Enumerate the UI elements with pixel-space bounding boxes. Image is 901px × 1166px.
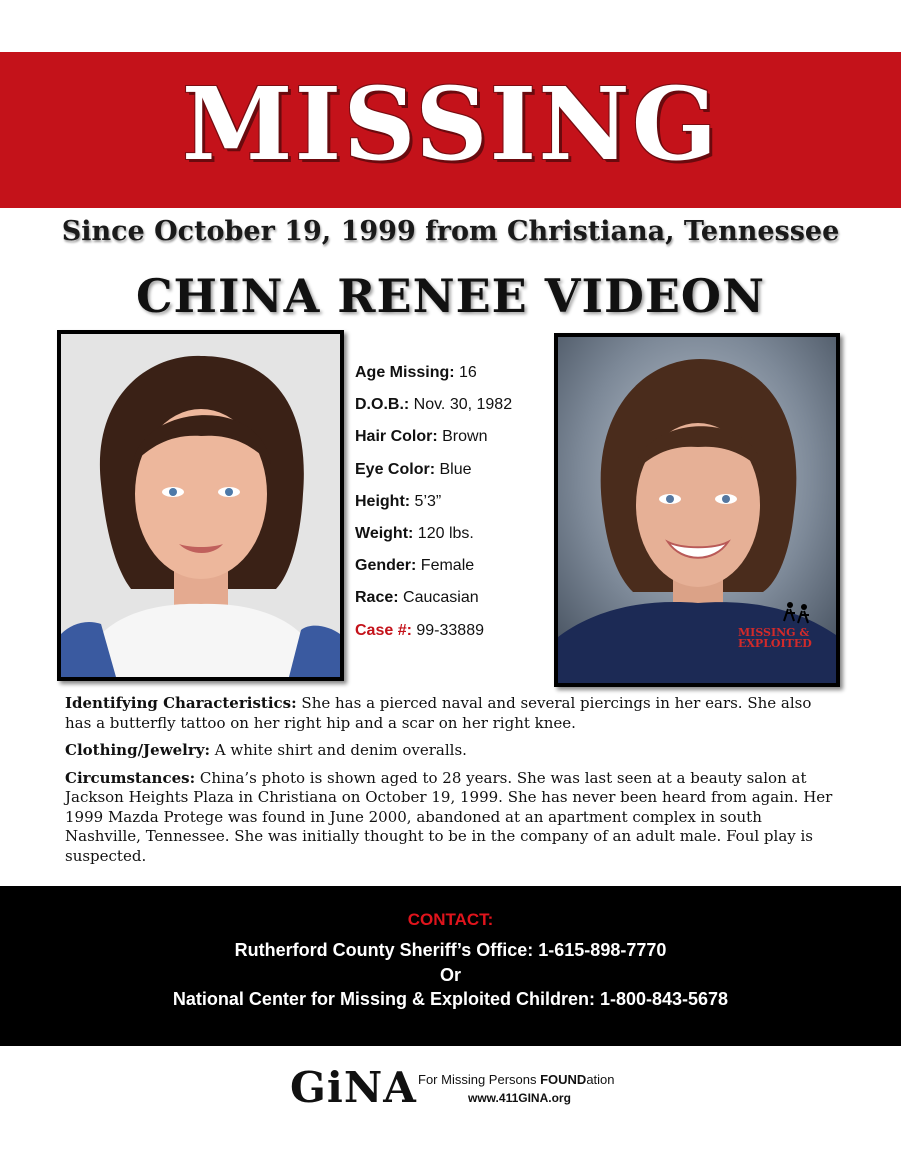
fact-weight — [355, 522, 545, 554]
circumstances-label: Circumstances: — [65, 768, 196, 787]
fact-value: 5’3” — [410, 492, 442, 510]
ncmec-watermark-line2: EXPLOITED — [738, 637, 812, 650]
portrait-illustration-aged — [558, 337, 836, 683]
facts-list — [355, 361, 545, 651]
fact-hair-color — [355, 425, 545, 457]
logo-wordmark: GiNA — [290, 1063, 417, 1112]
fact-value: Caucasian — [398, 589, 479, 607]
portrait-illustration-young — [61, 334, 340, 677]
clothing-jewelry — [65, 741, 840, 761]
fact-label: Weight: — [355, 524, 414, 542]
fact-height — [355, 490, 545, 522]
circumstances — [65, 769, 840, 867]
clothing-label: Clothing/Jewelry: — [65, 741, 210, 759]
logo-url[interactable]: www.411GINA.org — [468, 1091, 571, 1105]
logo-tag-bold: FOUND — [540, 1072, 587, 1087]
contact-sheriff: Rutherford County Sheriff’s Office: 1-615-898-7770 — [234, 940, 667, 960]
photo-at-16 — [57, 330, 344, 681]
fact-label: Height: — [355, 492, 411, 510]
fact-value: Blue — [435, 460, 472, 478]
ncmec-watermark-line1: MISSING & — [738, 626, 810, 639]
circumstances-text: China’s photo is shown aged to 28 years. She was last seen at a beauty salon at Jackson Heights Plaza in Christiana on October 19, 1999. She has never been heard from again. Her 1999 Mazda Protege was found in June 2000, abandoned at an apartment complex in south Nashville, Tennessee. She was initially thought to be in the company of an adult male. Foul play is suspected. — [65, 768, 833, 865]
missing-person-name: CHINA RENEE VIDEON — [135, 269, 766, 323]
missing-since-line: Since October 19, 1999 from Christiana, Tennessee — [61, 216, 840, 247]
fact-label: Race: — [355, 589, 399, 607]
contact-heading: CONTACT: — [407, 910, 494, 929]
contact-or: Or — [439, 965, 461, 985]
identifying-characteristics — [65, 694, 840, 733]
contact-ncmec: National Center for Missing & Exploited Children: 1-800-843-5678 — [172, 989, 729, 1009]
fact-value: Nov. 30, 1982 — [409, 396, 513, 414]
fact-value: 99-33889 — [411, 621, 484, 639]
fact-race — [355, 586, 545, 618]
identifying-label: Identifying Characteristics: — [65, 694, 297, 712]
logo-tagline — [418, 1072, 615, 1087]
fact-value: Brown — [437, 428, 488, 446]
clothing-text: A white shirt and denim overalls. — [210, 741, 467, 759]
fact-eye-color — [355, 458, 545, 490]
contact-panel — [0, 886, 901, 1046]
fact-label: Age Missing: — [355, 364, 455, 381]
fact-label: Case #: — [355, 621, 412, 639]
age-progressed-photo — [554, 333, 840, 687]
fact-dob — [355, 393, 545, 425]
description-block — [65, 694, 840, 874]
logo-tag-post: ation — [586, 1072, 615, 1087]
fact-value: Female — [416, 557, 475, 575]
fact-label: D.O.B.: — [355, 396, 410, 414]
fact-label: Eye Color: — [355, 460, 436, 478]
fact-gender — [355, 554, 545, 586]
fact-label: Gender: — [355, 557, 417, 575]
gina-logo — [290, 1064, 650, 1114]
fact-age-missing — [355, 361, 545, 393]
fact-case-number — [355, 619, 545, 651]
identifying-text: She has a pierced naval and several piercings in her ears. She also has a butterfly tattoo on her right hip and a scar on her right knee. — [65, 694, 812, 732]
fact-value: 16 — [454, 364, 477, 381]
fact-value: 120 lbs. — [413, 524, 474, 542]
poster-title: MISSING — [181, 65, 720, 183]
logo-tag-pre: For Missing Persons — [418, 1072, 541, 1087]
fact-label: Hair Color: — [355, 428, 438, 446]
